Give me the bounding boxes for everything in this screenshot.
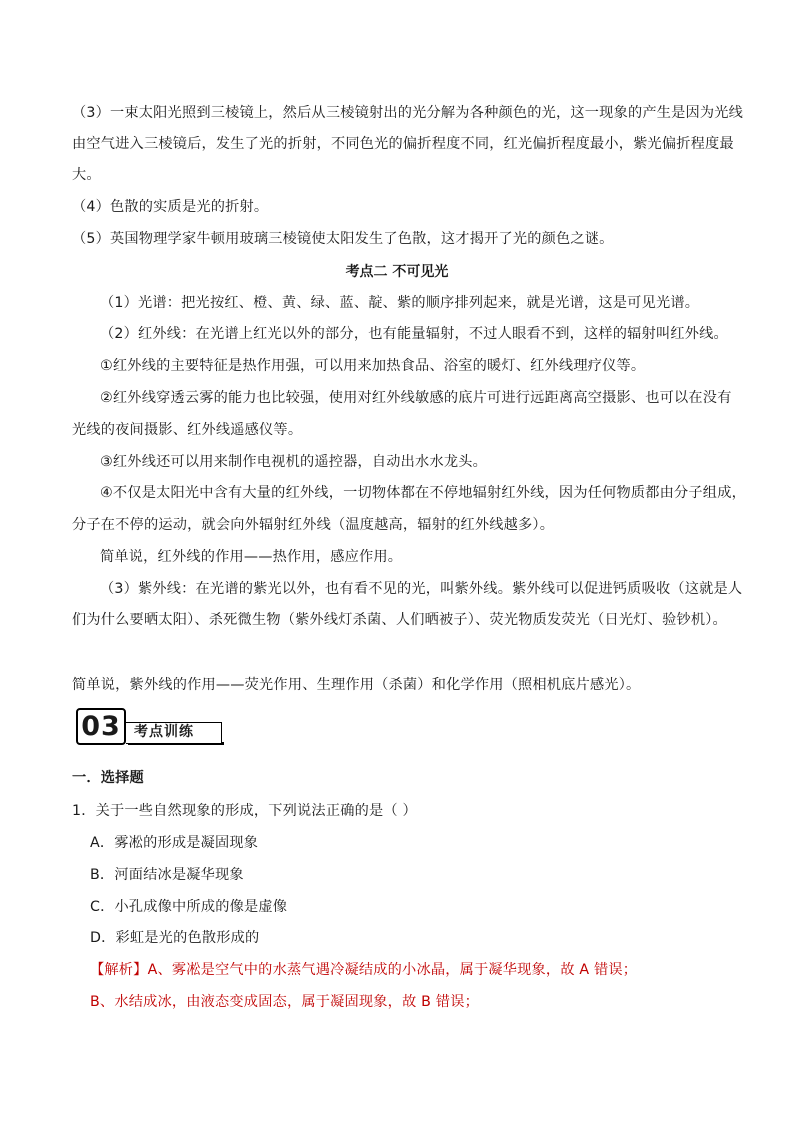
para3-line2: 由空气进入三棱镜后，发生了光的折射，不同色光的偏折程度不同，红光偏折程度最小，紫光偏折程度最	[72, 136, 734, 152]
spectrum-text: （1）光谱：把光按红、橙、黄、绿、蓝、靛、紫的顺序排列起来，就是光谱，这是可见光谱。	[100, 295, 700, 311]
question1-option-d: D．彩虹是光的色散形成的	[90, 930, 260, 946]
section-badge	[76, 708, 226, 748]
analysis-line-b: B、水结成冰，由液态变成固态，属于凝固现象，故 B 错误；	[90, 994, 479, 1010]
analysis-tag: 【解析】	[90, 962, 148, 978]
para3-line1: （3）一束太阳光照到三棱镜上，然后从三棱镜射出的光分解为各种颜色的光，这一现象的产生是因为光线	[72, 105, 744, 121]
infrared-item2-line1: ②红外线穿透云雾的能力也比较强，使用对红外线敏感的底片可进行远距离高空摄影、也可以在没有	[100, 390, 732, 406]
infrared-intro: （2）红外线：在光谱上红光以外的部分，也有能量辐射，不过人眼看不到，这样的辐射叫红外线。	[100, 326, 728, 342]
infrared-item2-line2: 光线的夜间摄影、红外线遥感仪等。	[72, 422, 303, 438]
section2-title: 考点二 不可见光	[345, 264, 449, 280]
para5: （5）英国物理学家牛顿用玻璃三棱镜使太阳发生了色散，这才揭开了光的颜色之谜。	[72, 231, 614, 247]
ultraviolet-line1: （3）紫外线：在光谱的紫光以外，也有看不见的光，叫紫外线。紫外线可以促进钙质吸收（这就是人	[100, 581, 743, 597]
infrared-summary: 简单说，红外线的作用——热作用，感应作用。	[100, 549, 403, 565]
infrared-item4-line2: 分子在不停的运动，就会向外辐射红外线（温度越高，辐射的红外线越多）。	[72, 517, 555, 533]
question1-option-b: B．河面结冰是凝华现象	[90, 867, 244, 883]
badge-label: 考点训练	[126, 722, 222, 744]
para4: （4）色散的实质是光的折射。	[72, 199, 269, 215]
analysis-line-a	[90, 960, 637, 980]
infrared-item1: ①红外线的主要特征是热作用强，可以用来加热食品、浴室的暖灯、红外线理疗仪等。	[100, 358, 646, 374]
ultraviolet-line2: 们为什么要晒太阳）、杀死微生物（紫外线灯杀菌、人们晒被子）、荧光物质发荧光（日光灯、验钞机）。	[72, 612, 727, 628]
question1-stem: 1．关于一些自然现象的形成，下列说法正确的是（ ）	[72, 803, 417, 819]
ultraviolet-summary: 简单说，紫外线的作用——荧光作用、生理作用（杀菌）和化学作用（照相机底片感光）。	[72, 677, 641, 693]
analysis-a-text: A、雾凇是空气中的水蒸气遇冷凝结成的小冰晶，属于凝华现象，故 A 错误；	[147, 962, 638, 978]
question1-option-a: A．雾凇的形成是凝固现象	[90, 835, 259, 851]
question1-option-c: C．小孔成像中所成的像是虚像	[90, 899, 288, 915]
infrared-item4-line1: ④不仅是太阳光中含有大量的红外线，一切物体都在不停地辐射红外线，因为任何物质都由分子组成，	[100, 485, 746, 501]
para3-line3: 大。	[72, 167, 101, 183]
infrared-item3: ③红外线还可以用来制作电视机的遥控器，自动出水水龙头。	[100, 454, 487, 470]
section-choice-heading: 一．选择题	[72, 770, 144, 786]
badge-number: 03	[76, 708, 126, 745]
